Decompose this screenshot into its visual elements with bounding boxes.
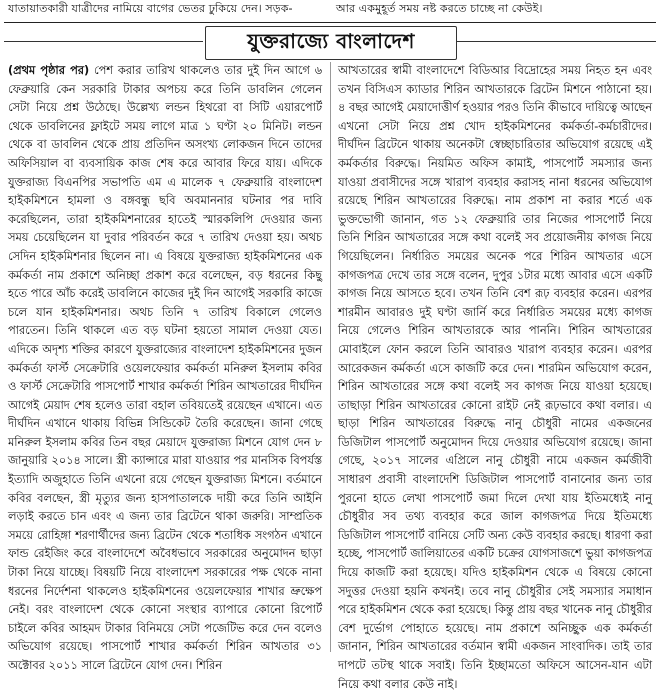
article-headline: যুক্তরাজ্যে বাংলাদেশ — [247, 28, 415, 53]
article-column-right — [338, 62, 652, 691]
continued-from-label: (প্রথম পৃষ্ঠার পর) — [8, 64, 90, 77]
article-column-left — [8, 62, 322, 672]
top-divider-rule — [4, 22, 656, 23]
top-strip-left-text: যাতায়াতকারী যাত্রীদের নামিয়ে বাগের ভেতর ঢুকিয়ে দেন। সড়ক- — [8, 2, 293, 15]
article-paragraph-left — [8, 62, 322, 676]
headline-rule-left — [4, 41, 203, 42]
headline-rule-right — [457, 41, 656, 42]
right-column-text: আখতারের স্বামী বাংলাদেশে বিডিআর বিদ্রোহের সময় নিহত হন এবং তখন বিসিএস ক্যাডার শিরিন আখতারকে ব্রিটেন মিশনে পাঠানো হয়। ৪ বছর আগেই মেয়াদোত্তীর্ণ হওয়ার পরও তিনি কীভাবে দায়িত্বে আছেন এখনো সেটা নিয়ে প্রশ্ন খোদ হাইকমিশনের কর্মকর্তা-কর্মচারীদের। দীর্ঘদিন ব্রিটেনে থাকায় অনেকটা স্বেচ্ছাচারিতার অভিযোগ রয়েছে এই কর্মকর্তার বিরুদ্ধে। নিয়মিত অফিস কামাই, পাসপোর্ট সমস্যার জন্য যাওয়া প্রবাসীদের সঙ্গে খারাপ ব্যবহার করাসহ নানা ধরনের অভিযোগ রয়েছে শিরিন আখতারের বিরুদ্ধে। নাম প্রকাশ না করার শর্তে এক ভুক্তভোগী জানান, গত ১২ ফেব্রুয়ারি তার নিজের পাসপোর্ট নিয়ে তিনি শিরিন আখতারের সঙ্গে কথা বলেই সব প্রয়োজনীয় কাগজ নিয়ে গিয়েছিলেন। নির্ধারিত সময়ের অনেক পরে শিরিন আখতার এসে কাগজপত্র দেখে তার সঙ্গে বলেন, দুপুর ১টার মধ্যে আবার এসে একটি কাগজ নিয়ে আসতে হবে। তখন তিনি বেশ রূঢ় ব্যবহার করেন। এরপর শারমীন আবারও দুই ঘণ্টা জার্নি করে নির্ধারিত সময়ের মধ্যে কাগজ নিয়ে গেলেও শিরিন আখতারকে আর পাননি। শিরিন আখতারের মোবাইলে ফোন করলে তিনি আবারও খারাপ ব্যবহার করেন। এরপর আরেকজন কর্মকর্তা এসে কাজটি করে দেন। শারমিন অভিযোগ করেন, শিরিন আখতারের সঙ্গে কথা বলেই সব কাগজ নিয়ে যাওয়া হয়েছে। তাছাড়া শিরিন আখতারের কোনো রাইট নেই রূঢ়ভাবে কথা বলার। এ ছাড়া শিরিন আখতারের বিরুদ্ধে নানু চৌধুরী নামের একজনের ডিজিটাল পাসপোর্ট অনুমোদন দিয়ে দেওয়ার অভিযোগ রয়েছে। জানা গেছে, ২০১৭ সালের এপ্রিলে নানু চৌধুরী নামে একজন কর্মজীবী সাধারণ প্রবাসী বাংলাদেশি ডিজিটাল পাসপোর্ট বানানোর জন্য তার পুরনো হাতে লেখা পাসপোর্ট জমা দিলে দেখা যায় ইতিমধ্যেই নানু চৌধুরীর সব তথ্য ব্যবহার করে জাল কাগজপত্র দিয়ে ইতিমধ্যে ডিজিটাল পাসপোর্ট বানিয়ে সেটি অন্য কেউ ব্যবহার করছে। ধারণা করা হচ্ছে, পাসপোর্ট জালিয়াতের একটি চক্রের যোগসাজশে ভুয়া কাগজপত্র দিয়ে কাজটি করা হয়েছে। যদিও হাইকমিশন থেকে এ বিষয়ে কোনো সদুত্তর দেওয়া হয়নি কখনই। তবে নানু চৌধুরীর সেই সমস্যার সমাধান পরে হাইকমিশন থেকে করা হয়েছে। কিন্তু প্রায় বছর খানেক নানু চৌধুরীর বেশ দুর্ভোগ পোহাতে হয়েছে। নাম প্রকাশে অনিচ্ছুক এক কর্মকর্তা জানান, শিরিন আখতারের বর্তমান স্বামী একজন সাংবাদিক। তাই তার দাপটে তটস্থ থাকে সবাই। তিনি ইচ্ছামতো অফিসে আসেন-যান এটা নিয়ে কথা বলার কেউ নাই। — [338, 64, 652, 691]
headline-box — [205, 26, 457, 60]
column-divider — [330, 62, 331, 652]
top-strip-right-text: আর একমুহূর্ত সময় নষ্ট করতে চাচ্ছে না কেউই। — [336, 2, 543, 15]
left-column-text: পেশ করার তারিখ থাকলেও তার দুই দিন আগে ৬ ফেব্রুয়ারি কেন সরকারি টাকার অপচয় করে তিনি ডাবলিন গেলেন সেটা নিয়ে প্রশ্ন উঠেছে। উল্লেখ্য লন্ডন হিথরো বা সিটি এয়ারপোর্ট থেকে ডাবলিনের ফ্লাইটে সময় লাগে মাত্র ১ ঘণ্টা ২০ মিনিট। লন্ডন থেকে বা ডাবলিন থেকে প্রায় প্রতিদিন অসংখ্য লোকজন দিনে তাদের অফিসিয়াল বা ব্যবসায়িক কাজ শেষ করে আবার ফিরে যায়। এদিকে যুক্তরাজ্য বিএনপির সভাপতি এম এ মালেক ৭ ফেব্রুয়ারি বাংলাদেশ হাইকমিশনে হামলা ও বঙ্গবন্ধু ছবি অবমাননার ঘটনার পর দাবি করেছিলেন, তারা হাইকমিশনারের হাতেই স্মারকলিপি দেওয়ার জন্য সময় চেয়েছিলেন যা দুবার পরিবর্তন করে ৭ তারিখ দেওয়া হয়। অথচ সেদিন হাইকমিশনার ছিলেন না। এ বিষয়ে যুক্তরাজ্য হাইকমিশনের এক কর্মকর্তা নাম প্রকাশে অনিচ্ছা প্রকাশ করে বলেছেন, বড় ধরনের কিছু হতে পারে আঁচ করেই ডাবলিনে কাজের দুই দিন আগেই সরকারি কাজে চলে যান হাইকমিশনার। অথচ তিনি ৭ তারিখ বিকালে গেলেও পারতেন। তিনি থাকলে এত বড় ঘটনা হয়তো সামাল দেওয়া যেত। এদিকে অদৃশ্য শক্তির কারণে যুক্তরাজ্যের বাংলাদেশ হাইকমিশনের দুজন কর্মকর্তা ফার্স্ট সেক্রেটারি ওয়েলফেয়ার কর্মকর্তা মনিরুল ইসলাম কবির ও ফার্স্ট সেক্রেটারি পাসপোর্ট শাখার কর্মকর্তা শিরিন আখতারের দীর্ঘদিন আগেই মেয়াদ শেষ হলেও তারা বহাল তবিয়তেই রয়েছেন এখানে। এত দীর্ঘদিন এখানে থাকায় বিভিন্ন সিন্ডিকেট তৈরি করেছেন। জানা গেছে মনিরুল ইসলাম কবির তিন বছর মেয়াদে যুক্তরাজ্য মিশনে যোগ দেন ৮ জানুয়ারি ২০১৪ সালে। স্ত্রী ক্যান্সারে মারা যাওয়ার পর মানসিক বিপর্যস্ত ইত্যাদি অজুহাতে তিনি এখনো রয়ে গেছেন যুক্তরাজ্য মিশনে। বর্তমানে কবির বলছেন, স্ত্রী মৃত্যুর জন্য হাসপাতালকে দায়ী করে তিনি আইনি লড়াই করতে চান এবং এ জন্য তার ব্রিটেনে থাকা জরুরি। সাম্প্রতিক সময়ে রোহিঙ্গা শরণার্থীদের জন্য ব্রিটেন থেকে শতাধিক সংগঠন এখানে ফান্ড রেইজিং করে বাংলাদেশে অবৈধভাবে সরকারের অনুমোদন ছাড়া টাকা নিয়ে যাচ্ছে। বিষয়টি নিয়ে বাংলাদেশ সরকারের পক্ষ থেকে নানা ধরনের নির্দেশনা থাকলেও হাইকমিশনের ওয়েলফেয়ার শাখার ভ্রুক্ষেপ নেই। বরং বাংলাদেশ থেকে কোনো সংস্থার ব্যাপারে কোনো রিপোর্ট চাইলে কবির আহমদ টাকার বিনিময়ে সেটা পজেটিভ করে দেন বলেও অভিযোগ রয়েছে। পাসপোর্ট শাখার কর্মকর্তা শিরিন আখতার ৩১ অক্টোবর ২০১১ সালে ব্রিটেনে যোগ দেন। শিরিন — [8, 64, 322, 672]
